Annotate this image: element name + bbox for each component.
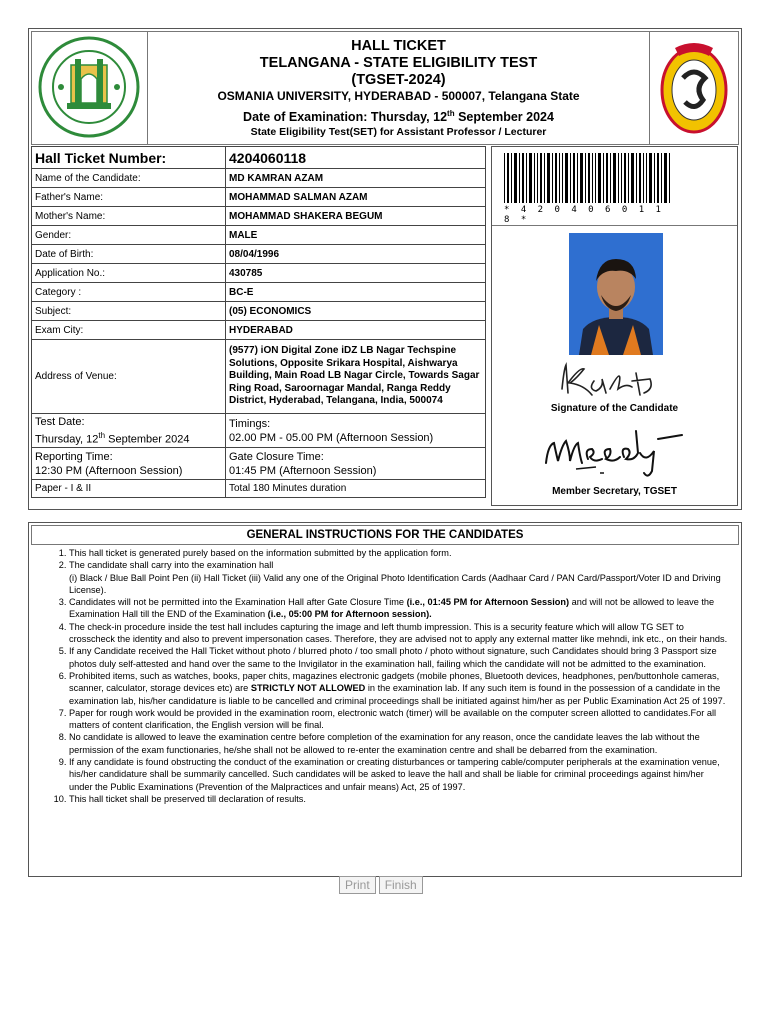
detail-row: Gender: MALE (32, 226, 486, 245)
reporting-row (32, 448, 486, 480)
header (31, 31, 739, 145)
telangana-logo-cell (32, 32, 148, 144)
university: OSMANIA UNIVERSITY, HYDERABAD - 500007, Telangana State (217, 89, 580, 103)
instruction-item: 1. This hall ticket is generated purely based on the information submitted by the application form. (69, 547, 729, 559)
gender: MALE (226, 226, 486, 245)
candidate-signature-caption: Signature of the Candidate (550, 403, 679, 414)
photo-signature-column (491, 146, 738, 506)
hall-ticket (28, 28, 742, 510)
telangana-emblem-icon (37, 35, 141, 139)
exam-code: (TGSET-2024) (351, 72, 446, 88)
date-of-birth: 08/04/1996 (226, 245, 486, 264)
paper-label: Paper - I & II (32, 480, 226, 498)
instruction-item: 9. If any candidate is found obstructing the conduct of the examination or creating disturbances or tampering cable/computer peripherals at the examination venue, his/her candidature shall be summarily cancelled. Such candidates will be asked to leave the hall and shall be liable for criminal proceedings against him/her under the Public Examinations (Prevention of the Malpractices and unfair means) Act, 25 of 1997. (69, 756, 729, 793)
instructions-list (29, 547, 739, 805)
gate-closure-value: 01:45 PM (Afternoon Session) (229, 464, 377, 477)
exam-city: HYDERABAD (226, 321, 486, 340)
finish-button[interactable]: Finish (379, 876, 423, 894)
test-date-label: Test Date: (35, 415, 85, 428)
exam-purpose: State Eligibility Test(SET) for Assistant Professor / Lecturer (250, 126, 547, 139)
print-button[interactable]: Print (339, 876, 376, 894)
mother-name: MOHAMMAD SHAKERA BEGUM (226, 207, 486, 226)
test-date-row (32, 414, 486, 448)
instruction-item: 10. This hall ticket shall be preserved till declaration of results. (69, 793, 729, 805)
venue-row (32, 340, 486, 414)
action-buttons (339, 876, 426, 894)
reporting-label: Reporting Time: (35, 450, 113, 463)
hall-ticket-row (32, 147, 486, 169)
venue-label: Address of Venue: (32, 340, 226, 414)
exam-name: TELANGANA - STATE ELIGIBILITY TEST (259, 55, 538, 71)
member-secretary-signature (536, 423, 696, 483)
instruction-item: 4. The check-in procedure inside the test hall includes capturing the image and left thumb impression. This is a security feature which will allow TG SET to crosscheck the identity and also to prevent impersonation cases. Therefore, they are advised not to apply any external matter like mehndi, ink etc., on their hands. (69, 621, 729, 646)
reporting-value: 12:30 PM (Afternoon Session) (35, 464, 183, 477)
paper-duration: Total 180 Minutes duration (226, 480, 486, 498)
instruction-item: 2. The candidate shall carry into the examination hall (i) Black / Blue Ball Point Pen (ii) Hall Ticket (iii) Valid any one of the Original Photo Identification Cards (Aadhaar Card / PAN Card/Passport/Voter ID and Driving License). (69, 559, 729, 596)
details-table (31, 146, 486, 498)
header-text (148, 38, 649, 139)
title: HALL TICKET (351, 38, 446, 54)
hall-ticket-label: Hall Ticket Number: (32, 147, 226, 169)
barcode-cell (492, 147, 737, 226)
detail-row: Mother's Name: MOHAMMAD SHAKERA BEGUM (32, 207, 486, 226)
member-secretary-caption: Member Secretary, TGSET (552, 486, 677, 497)
father-name: MOHAMMAD SALMAN AZAM (226, 188, 486, 207)
barcode-icon (504, 153, 670, 203)
candidate-name: MD KAMRAN AZAM (226, 169, 486, 188)
instructions-section (28, 522, 742, 877)
gate-closure-label: Gate Closure Time: (229, 450, 324, 463)
candidate-signature (554, 359, 674, 403)
category: BC-E (226, 283, 486, 302)
candidate-details (31, 146, 737, 504)
hall-ticket-number: 4204060118 (226, 147, 486, 169)
detail-row: Application No.: 430785 (32, 264, 486, 283)
subject: (05) ECONOMICS (226, 302, 486, 321)
instruction-item: 8. No candidate is allowed to leave the examination centre before completion of the examination for any reason, once the candidate leaves the lab without the permission of the exam functionaries, he/she shall not be allowed to re-enter the examination centre and shall be debarred from the examination. (69, 731, 729, 756)
detail-row: Name of the Candidate: MD KAMRAN AZAM (32, 169, 486, 188)
exam-date: Date of Examination: Thursday, 12th September 2024 (243, 109, 554, 125)
test-date-value: Thursday, 12th September 2024 (35, 430, 190, 446)
detail-row: Subject: (05) ECONOMICS (32, 302, 486, 321)
instruction-item: 3. Candidates will not be permitted into the Examination Hall after Gate Closure Time (i.e., 01:45 PM for Afternoon Session) and will not be allowed to leave the Examination Hall till the END of the Examination (i.e., 05:00 PM for Afternoon session). (69, 596, 729, 621)
paper-row (32, 480, 486, 498)
timings-label: Timings: (229, 417, 271, 430)
instruction-item: 7. Paper for rough work would be provided in the examination room, electronic watch (timer) will be available on the computer screen allotted to candidates.For all matters of content clarification, the English version will be final. (69, 707, 729, 732)
detail-row: Father's Name: MOHAMMAD SALMAN AZAM (32, 188, 486, 207)
detail-row: Exam City: HYDERABAD (32, 321, 486, 340)
timings-value: 02.00 PM - 05.00 PM (Afternoon Session) (229, 431, 434, 444)
barcode-text: * 4 2 0 4 0 6 0 1 1 8 * (504, 205, 664, 225)
osmania-logo-cell (649, 32, 738, 144)
instruction-item: 5. If any Candidate received the Hall Ticket without photo / blurred photo / too small photo / photo without signature, such Candidates should bring 3 Passport size photos duly self-attested and hand over the same to the Invigilator in the examination hall, failing which the candidate will not be admitted to the examination. (69, 645, 729, 670)
osmania-university-emblem-icon (655, 38, 733, 138)
candidate-photo (569, 233, 663, 355)
detail-row: Date of Birth: 08/04/1996 (32, 245, 486, 264)
venue-address: (9577) iON Digital Zone iDZ LB Nagar Techspine Solutions, Opposite Srikara Hospital, Aishwarya Building, Main Road LB Nagar Circle, Towards Sagar Ring Road, Saroornagar Mandal, Ranga Reddy District, Hyderabad, Telangana, India, 500074 (226, 340, 486, 414)
application-number: 430785 (226, 264, 486, 283)
instruction-item: 6. Prohibited items, such as watches, books, paper chits, magazines electronic gadgets (mobile phones, Bluetooth devices, headphones, pen/buttonhole cameras, scanner, calculator, storage devices etc) are STRICTLY NOT ALLOWED in the examination lab. If any such item is found in the possession of a candidate in the examination lab, his/her candidature is liable to be cancelled and criminal proceedings shall be initiated against him/her as per Public Examination Act 25 of 1997. (69, 670, 729, 707)
instructions-title: GENERAL INSTRUCTIONS FOR THE CANDIDATES (31, 525, 739, 545)
detail-row: Category : BC-E (32, 283, 486, 302)
